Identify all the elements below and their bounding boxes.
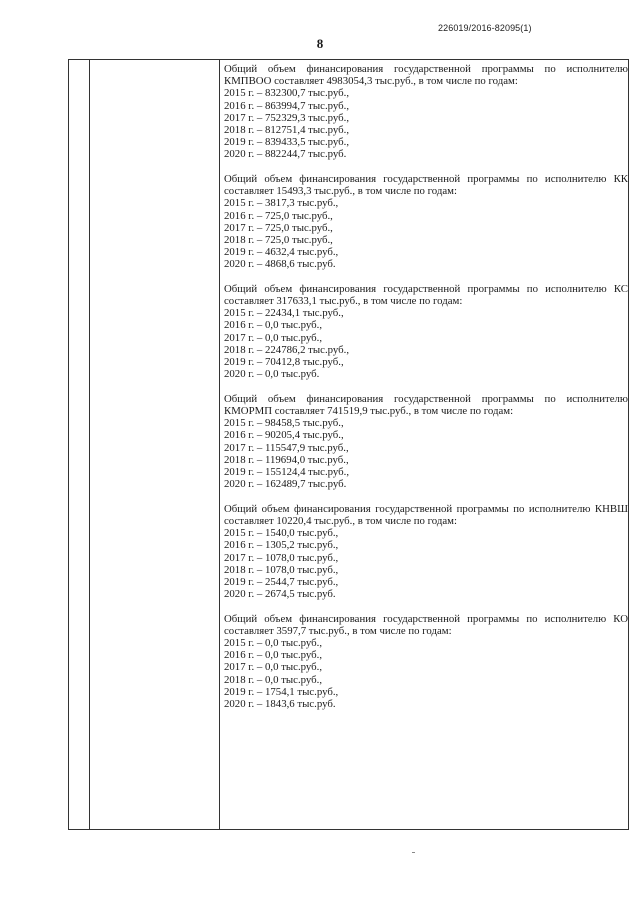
executor-financing-summary: Общий объем финансирования государственной программы по исполнителю КК составляет 15493,3 тыс.руб., в том числе по годам: [224,172,628,198]
year-financing-line: 2015 г. – 22434,1 тыс.руб., [224,307,344,320]
year-financing-line: 2020 г. – 0,0 тыс.руб. [224,368,320,381]
year-financing-line: 2018 г. – 0,0 тыс.руб., [224,673,323,686]
year-financing-line: 2015 г. – 3817,3 тыс.руб., [224,197,339,210]
year-financing-line: 2019 г. – 839433,5 тыс.руб., [224,136,350,149]
executor-financing-block [224,173,628,271]
year-financing-line: 2020 г. – 882244,7 тыс.руб. [224,148,347,161]
year-financing-line: 2018 г. – 1078,0 тыс.руб., [224,563,339,576]
executor-financing-block [224,503,628,601]
year-financing-line: 2017 г. – 115547,9 тыс.руб., [224,441,349,454]
year-financing-line: 2018 г. – 812751,4 тыс.руб., [224,124,350,137]
document-registration-number: 226019/2016-82095(1) [438,23,532,33]
financing-table [68,59,629,830]
executor-financing-summary: Общий объем финансирования государственной программы по исполнителю КО составляет 3597,7 тыс.руб., в том числе по годам: [224,612,628,637]
year-financing-line: 2015 г. – 1540,0 тыс.руб., [224,527,339,540]
year-financing-line: 2015 г. – 0,0 тыс.руб., [224,637,323,650]
year-financing-line: 2017 г. – 725,0 тыс.руб., [224,221,333,234]
year-financing-line: 2016 г. – 90205,4 тыс.руб., [224,429,344,442]
financing-content-cell [224,63,628,723]
executor-financing-block [224,393,628,491]
year-financing-line: 2017 г. – 0,0 тыс.руб., [224,661,323,674]
executor-financing-block [224,283,628,381]
executor-financing-summary: Общий объем финансирования государственной программы по исполнителю КМПВОО составляет 4983054,3 тыс.руб., в том числе по годам: [224,63,628,88]
year-financing-line: 2019 г. – 2544,7 тыс.руб., [224,575,339,588]
year-financing-line: 2020 г. – 4868,6 тыс.руб. [224,258,336,271]
year-financing-line: 2016 г. – 0,0 тыс.руб., [224,319,323,332]
year-financing-line: 2016 г. – 0,0 тыс.руб., [224,649,323,662]
table-column-divider-1 [89,60,90,829]
year-financing-line: 2015 г. – 98458,5 тыс.руб., [224,417,344,430]
year-financing-line: 2018 г. – 119694,0 тыс.руб., [224,453,349,466]
year-financing-line: 2015 г. – 832300,7 тыс.руб., [224,87,350,100]
executor-financing-summary: Общий объем финансирования государственной программы по исполнителю КНВШ составляет 10220,4 тыс.руб., в том числе по годам: [224,502,628,527]
table-column-divider-2 [219,60,220,829]
executor-financing-block [224,63,628,161]
executor-financing-summary: Общий объем финансирования государственной программы по исполнителю КС составляет 317633,1 тыс.руб., в том числе по годам: [224,282,628,308]
year-financing-line: 2018 г. – 725,0 тыс.руб., [224,233,333,246]
year-financing-line: 2016 г. – 1305,2 тыс.руб., [224,539,339,552]
year-financing-line: 2020 г. – 1843,6 тыс.руб. [224,698,336,711]
year-financing-line: 2016 г. – 725,0 тыс.руб., [224,209,333,222]
scan-artifact [412,852,415,853]
year-financing-line: 2020 г. – 2674,5 тыс.руб. [224,588,336,601]
year-financing-line: 2017 г. – 0,0 тыс.руб., [224,331,323,344]
year-financing-line: 2019 г. – 4632,4 тыс.руб., [224,246,339,259]
year-financing-line: 2019 г. – 155124,4 тыс.руб., [224,465,350,478]
executor-financing-summary: Общий объем финансирования государственной программы по исполнителю КМОРМП составляет 741519,9 тыс.руб., в том числе по годам: [224,392,628,417]
page-number: 8 [316,36,324,51]
executor-financing-block [224,613,628,711]
year-financing-line: 2017 г. – 752329,3 тыс.руб., [224,111,350,124]
year-financing-line: 2017 г. – 1078,0 тыс.руб., [224,551,339,564]
year-financing-line: 2019 г. – 1754,1 тыс.руб., [224,685,339,698]
year-financing-line: 2020 г. – 162489,7 тыс.руб. [224,478,347,491]
year-financing-line: 2019 г. – 70412,8 тыс.руб., [224,356,344,369]
year-financing-line: 2018 г. – 224786,2 тыс.руб., [224,343,350,356]
year-financing-line: 2016 г. – 863994,7 тыс.руб., [224,99,350,112]
